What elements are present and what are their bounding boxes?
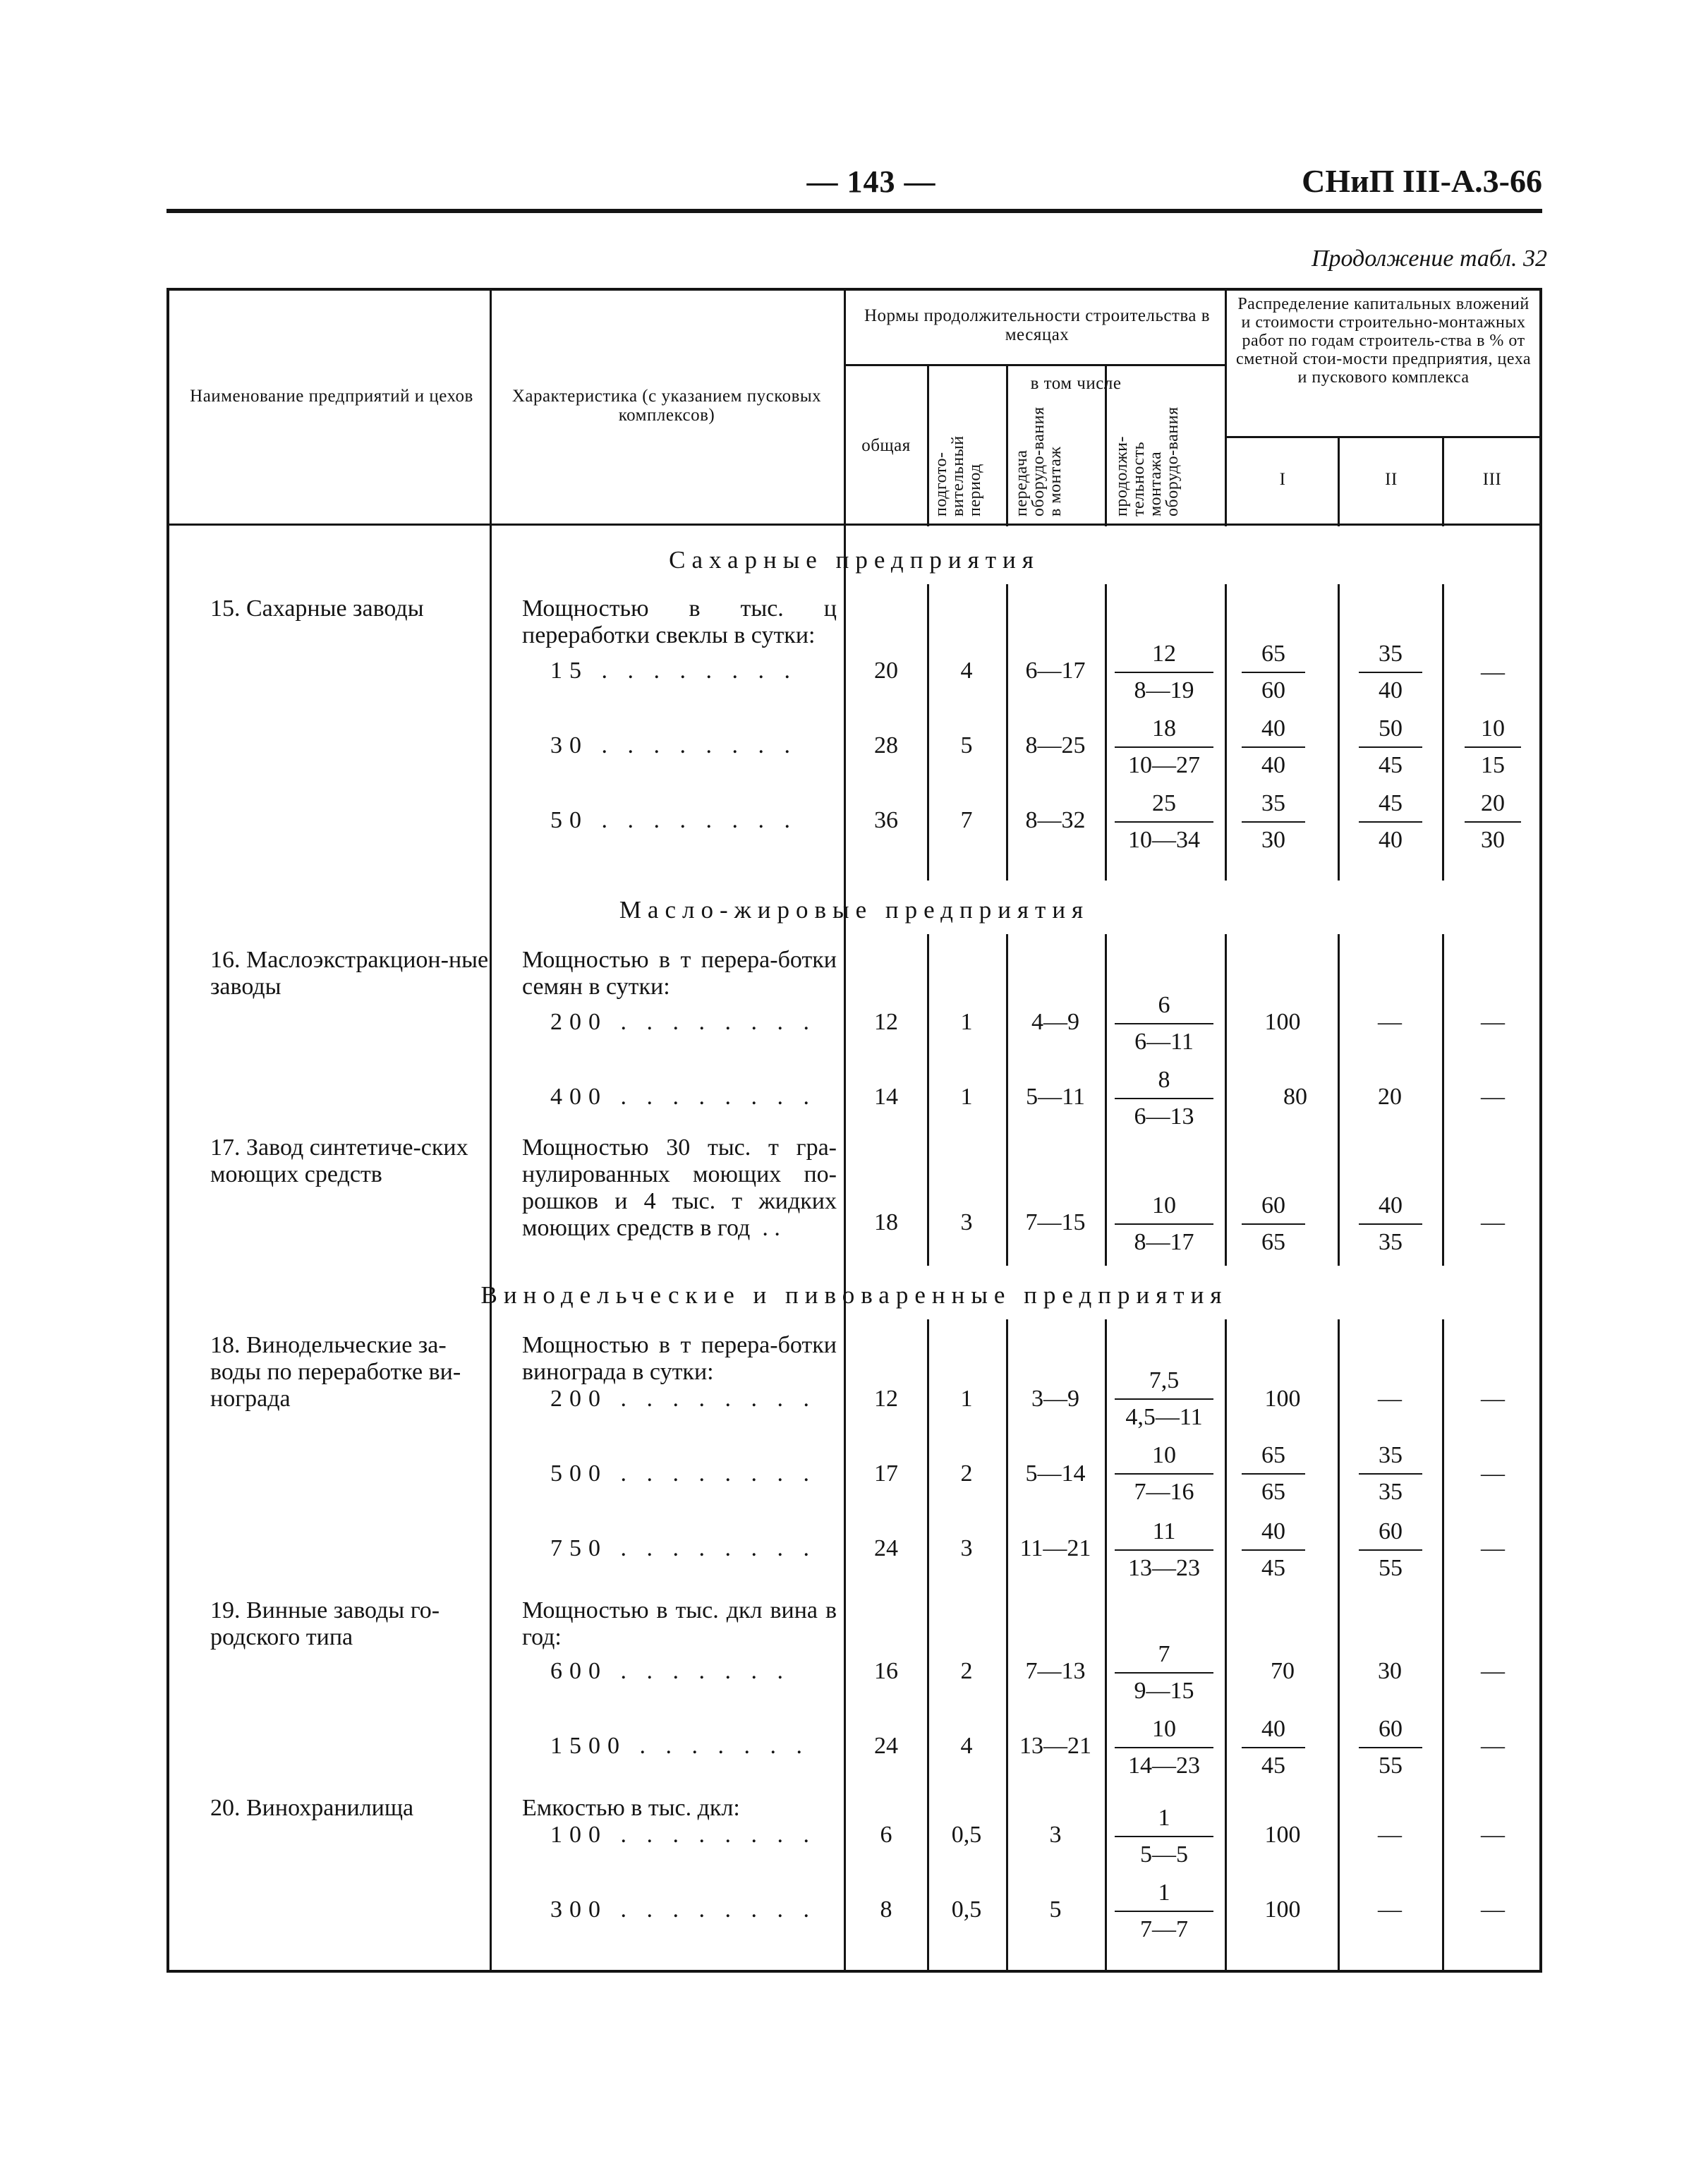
year-2: $\frac{35}{35}$ [1359,1442,1422,1506]
duration: $\frac{10}{8—17}$ [1115,1192,1213,1256]
year-3: — [1481,1009,1505,1035]
data-table [166,288,1542,1973]
duration: $\frac{18}{10—27}$ [1115,715,1213,779]
capacity: 100 . . . . . . . . [550,1822,816,1848]
grid-line [1338,1319,1340,1970]
year-2: $\frac{50}{45}$ [1359,715,1422,779]
duration: $\frac{6}{6—11}$ [1115,992,1213,1055]
year-3: — [1481,1386,1505,1412]
duration: $\frac{25}{10—34}$ [1115,790,1213,854]
col-header-delivery: передача оборудо-вания в монтаж [1012,406,1065,516]
prep: 2 [960,1658,973,1684]
year-2: 20 [1378,1084,1402,1110]
year-2: — [1378,1386,1402,1412]
delivery: 13—21 [1019,1733,1091,1759]
delivery: 5—14 [1025,1460,1086,1487]
year-1: $\frac{40}{45}$ [1242,1518,1305,1582]
year-2: — [1378,1009,1402,1035]
prep: 3 [960,1209,973,1235]
capacity: 300 . . . . . . . . [550,1896,816,1923]
total: 20 [874,658,898,684]
year-2: $\frac{40}{35}$ [1359,1192,1422,1256]
grid-line [1442,934,1444,1266]
item-characteristic: Емкостью в тыс. дкл: [522,1795,740,1821]
delivery: 3 [1049,1822,1062,1848]
prep: 5 [960,732,973,758]
col-header-year-1: I [1279,470,1286,489]
capacity: 400 . . . . . . . . [550,1084,816,1110]
total: 36 [874,807,898,833]
grid-line [927,1319,929,1970]
year-3: — [1481,1822,1505,1848]
year-2: $\frac{35}{40}$ [1359,641,1422,704]
grid-line [1105,584,1107,881]
year-3: — [1481,1460,1505,1487]
year-1: 100 [1264,1386,1301,1412]
delivery: 11—21 [1019,1535,1091,1561]
prep: 0,5 [951,1896,982,1923]
prep: 2 [960,1460,973,1487]
year-3: — [1481,1733,1505,1759]
col-header-year-3: III [1482,470,1502,489]
col-header-duration: продолжи-тельность монтажа оборудо-вания [1113,406,1182,516]
capacity: 15 . . . . . . . . [550,658,797,684]
delivery: 7—13 [1025,1658,1086,1684]
grid-line [1105,934,1107,1266]
continuation-note: Продолжение табл. 32 [1311,246,1547,272]
delivery: 8—32 [1025,807,1086,833]
item-characteristic: Мощностью в т перера-ботки семян в сутки: [522,947,837,1000]
item-name: 19. Винные заводы го-родского типа [210,1597,440,1650]
year-2: $\frac{60}{55}$ [1359,1518,1422,1582]
grid-line [1225,436,1539,438]
prep: 1 [960,1009,973,1035]
item-characteristic: Мощностью в т перера-ботки винограда в сутки: [522,1332,837,1385]
year-2: — [1378,1822,1402,1848]
grid-line [1442,436,1444,526]
year-1: $\frac{65}{65}$ [1242,1442,1305,1506]
grid-line [1225,584,1227,881]
prep: 3 [960,1535,973,1561]
year-1: $\frac{40}{45}$ [1242,1716,1305,1779]
grid-line [927,364,929,526]
total: 16 [874,1658,898,1684]
year-3: $\frac{10}{15}$ [1465,715,1521,779]
year-1: 100 [1264,1009,1301,1035]
section-title: Сахарные предприятия [669,546,1040,574]
year-3: — [1481,659,1505,685]
total: 24 [874,1733,898,1759]
total: 28 [874,732,898,758]
year-2: 30 [1378,1658,1402,1684]
duration: $\frac{11}{13—23}$ [1115,1518,1213,1582]
capacity: 30 . . . . . . . . [550,732,797,758]
capacity: 1500 . . . . . . . [550,1733,809,1759]
grid-line [844,364,1225,366]
grid-line [1006,1319,1008,1970]
year-1: 70 [1271,1658,1295,1684]
delivery: 6—17 [1025,658,1086,684]
year-2: $\frac{45}{40}$ [1359,790,1422,854]
prep: 1 [960,1386,973,1412]
capacity: 600 . . . . . . . [550,1658,790,1684]
col-header-total: общая [861,436,911,455]
delivery: 3—9 [1031,1386,1079,1412]
section-title: Масло-жировые предприятия [619,896,1090,924]
year-1: 100 [1264,1896,1301,1923]
item-name: 18. Винодельческие за-воды по переработке ви-нограда [210,1332,461,1412]
delivery: 5 [1049,1896,1062,1923]
page-number: — 143 — [806,164,936,199]
col-header-name: Наименование предприятий и цехов [190,387,473,406]
prep: 4 [960,1733,973,1759]
total: 17 [874,1460,898,1487]
grid-line [1338,436,1340,526]
grid-line [1338,584,1340,881]
duration: $\frac{1}{7—7}$ [1115,1880,1213,1943]
delivery: 8—25 [1025,732,1086,758]
year-1: $\frac{60}{65}$ [1242,1192,1305,1256]
duration: $\frac{8}{6—13}$ [1115,1067,1213,1130]
prep: 1 [960,1084,973,1110]
year-1: $\frac{40}{40}$ [1242,715,1305,779]
item-characteristic: Мощностью в тыс. ц переработки свеклы в сутки: [522,595,837,648]
grid-line [1442,584,1444,881]
year-1: 100 [1264,1822,1301,1848]
prep: 0,5 [951,1822,982,1848]
document-code: СНиП III-А.3-66 [1302,163,1542,199]
year-3: — [1481,1209,1505,1235]
year-3: — [1481,1084,1505,1110]
year-3: — [1481,1896,1505,1923]
delivery: 4—9 [1031,1009,1079,1035]
section-title: Винодельческие и пивоваренные предприятия [480,1281,1228,1309]
year-1: $\frac{35}{30}$ [1242,790,1305,854]
capacity: 200 . . . . . . . . [550,1009,816,1035]
delivery: 7—15 [1025,1209,1086,1235]
capacity: 750 . . . . . . . . [550,1535,816,1561]
grid-line [490,291,492,1970]
year-2: $\frac{60}{55}$ [1359,1716,1422,1779]
duration: $\frac{10}{14—23}$ [1115,1716,1213,1779]
year-2: — [1378,1896,1402,1923]
top-rule [166,209,1542,213]
prep: 4 [960,658,973,684]
col-header-norms: Нормы продолжительности строительства в месяцах [864,306,1211,344]
year-3: — [1481,1535,1505,1561]
total: 18 [874,1209,898,1235]
col-header-characteristic: Характеристика (с указанием пусковых комплексов) [511,387,822,425]
item-name: 15. Сахарные заводы [210,595,424,622]
grid-line [1442,1319,1444,1970]
total: 14 [874,1084,898,1110]
prep: 7 [960,807,973,833]
year-3: — [1481,1658,1505,1684]
duration: $\frac{7,5}{4,5—11}$ [1115,1367,1213,1431]
grid-line [1225,1319,1227,1970]
delivery: 5—11 [1026,1084,1085,1110]
duration: $\frac{10}{7—16}$ [1115,1442,1213,1506]
capacity: 200 . . . . . . . . [550,1386,816,1412]
item-characteristic: Мощностью в тыс. дкл вина в год: [522,1597,837,1650]
total: 12 [874,1386,898,1412]
item-name: 20. Винохранилища [210,1795,414,1821]
year-3: $\frac{20}{30}$ [1465,790,1521,854]
item-characteristic: Мощностью 30 тыс. т гра-нулированных моющих по-рошков и 4 тыс. т жидких моющих средств в год . . [522,1135,837,1241]
year-1: $\frac{65}{60}$ [1242,641,1305,704]
grid-line [1338,934,1340,1266]
capacity: 500 . . . . . . . . [550,1460,816,1487]
total: 12 [874,1009,898,1035]
total: 6 [880,1822,892,1848]
total: 24 [874,1535,898,1561]
duration: $\frac{7}{9—15}$ [1115,1641,1213,1705]
col-header-prep: подгото-вительный период [932,435,984,516]
col-header-including: в том числе [1030,374,1122,393]
total: 8 [880,1896,892,1923]
grid-line [169,524,1539,526]
item-name: 16. Маслоэкстракцион-ные заводы [210,947,489,1000]
grid-line [1225,291,1227,526]
duration: $\frac{12}{8—19}$ [1115,641,1213,704]
grid-line [1105,1319,1107,1970]
capacity: 50 . . . . . . . . [550,807,797,833]
grid-line [1225,934,1227,1266]
col-header-distribution: Распределение капитальных вложений и стоимости строительно-монтажных работ по годам строитель-ства в % от сметной стои-мости предприятия, цеха и пускового комплекса [1235,295,1532,387]
col-header-year-2: II [1385,470,1398,489]
grid-line [844,291,846,1970]
duration: $\frac{1}{5—5}$ [1115,1805,1213,1868]
item-name: 17. Завод синтетиче-ских моющих средств [210,1135,468,1187]
year-1: 80 [1283,1084,1307,1110]
